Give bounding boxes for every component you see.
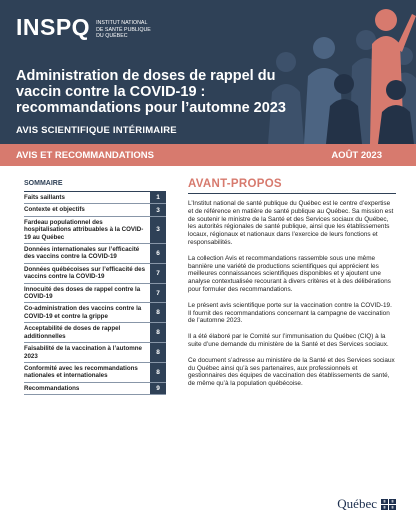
- toc-item-page: 8: [150, 343, 166, 362]
- toc-item[interactable]: [24, 192, 166, 204]
- cover-header: [0, 0, 416, 144]
- inspq-logo: [16, 14, 151, 40]
- toc-item-page: 8: [150, 323, 166, 342]
- toc-item[interactable]: [24, 244, 166, 264]
- foreword-section: [188, 178, 396, 396]
- toc-item-page: 1: [150, 192, 166, 203]
- foreword-paragraph: L’Institut national de santé publique du Québec est le centre d’expertise et de référence en matière de santé publique au Québec. Sa mission est de soutenir le ministre de la Santé et des Services sociaux du Québec, les autorités régionales de santé publique, ainsi que les établissements locaux, régionaux et nationaux dans l’exercice de leurs fonctions et responsabilités.: [188, 200, 394, 246]
- foreword-paragraph: Il a été élaboré par le Comité sur l’immunisation du Québec (CIQ) à la suite d’une demande du ministère de la Santé et des Services sociaux.: [188, 333, 389, 348]
- toc-item-page: 8: [150, 303, 166, 322]
- toc-item-page: 8: [150, 363, 166, 382]
- logo-text: INSPQ: [16, 14, 91, 40]
- foreword-paragraph: La collection Avis et recommandations rassemble sous une même bannière une variété de productions scientifiques qui apprécient les meilleures connaissances scientifiques disponibles et y ajoutent une analyse contextualisée recourant à divers critères et à des délibérations pour formuler des recommandations.: [188, 254, 391, 293]
- toc-item-label: Acceptabilité de doses de rappel additionnelles: [24, 325, 121, 340]
- toc-item[interactable]: [24, 323, 166, 343]
- toc-item[interactable]: [24, 383, 166, 395]
- toc-item[interactable]: [24, 217, 166, 244]
- table-of-contents: [24, 180, 166, 395]
- toc-item-label: Recommandations: [24, 384, 80, 392]
- toc-item-label: Faisabilité de la vaccination à l’automne 2023: [24, 345, 142, 360]
- foreword-heading: AVANT-PROPOS: [188, 178, 396, 194]
- toc-item-page: 7: [150, 264, 166, 283]
- toc-item[interactable]: [24, 343, 166, 363]
- foreword-paragraph: Ce document s’adresse au ministère de la Santé et des Services sociaux du Québec ainsi qu’à ses partenaires, aux professionnels et gestionnaires des équipes de vaccination des établissements de santé, de même qu’à la population québécoise.: [188, 356, 395, 388]
- toc-item-label: Co-administration des vaccins contre la COVID-19 et contre la grippe: [24, 305, 142, 320]
- toc-item-page: 3: [150, 204, 166, 215]
- toc-item[interactable]: [24, 284, 166, 304]
- toc-item-page: 3: [150, 217, 166, 243]
- category-band: [0, 144, 416, 166]
- document-subtitle: AVIS SCIENTIFIQUE INTÉRIMAIRE: [16, 125, 177, 136]
- toc-item[interactable]: [24, 264, 166, 284]
- publication-date: AOÛT 2023: [331, 149, 382, 161]
- quebec-logo: [337, 496, 396, 512]
- toc-item[interactable]: [24, 204, 166, 216]
- toc-item-label: Conformité avec les recommandations nationales et internationales: [24, 364, 138, 380]
- toc-item-label: Fardeau populationnel des hospitalisations attribuables à la COVID-19 au Québec: [24, 218, 144, 241]
- quebec-wordmark: Québec: [337, 496, 377, 511]
- toc-heading: SOMMAIRE: [24, 180, 166, 192]
- category-label: AVIS ET RECOMMANDATIONS: [16, 149, 154, 161]
- toc-item-label: Données québécoises sur l’efficacité des vaccins contre la COVID-19: [24, 265, 146, 281]
- toc-item[interactable]: [24, 363, 166, 383]
- logo-subtitle: INSTITUT NATIONAL DE SANTÉ PUBLIQUE DU QUÉBEC: [96, 20, 151, 39]
- toc-item-label: Données internationales sur l’efficacité des vaccins contre la COVID-19: [24, 246, 140, 261]
- document-title: Administration de doses de rappel du vaccin contre la COVID-19 : recommandations pour l’automne 2023: [16, 68, 286, 116]
- toc-item-label: Faits saillants: [24, 194, 65, 201]
- toc-item-page: 6: [150, 244, 166, 263]
- toc-item-label: Innocuité des doses de rappel contre la COVID-19: [24, 285, 141, 301]
- fleur-de-lis-flag-icon: ⚜ ⚜ ⚜ ⚜: [382, 498, 395, 510]
- toc-item[interactable]: [24, 303, 166, 323]
- toc-item-page: 9: [150, 383, 166, 394]
- toc-item-label: Contexte et objectifs: [24, 206, 85, 214]
- foreword-paragraph: Le présent avis scientifique porte sur la vaccination contre la COVID-19. Il fournit des recommandations concernant la campagne de vaccination de l’automne 2023.: [188, 301, 392, 325]
- toc-item-page: 7: [150, 284, 166, 303]
